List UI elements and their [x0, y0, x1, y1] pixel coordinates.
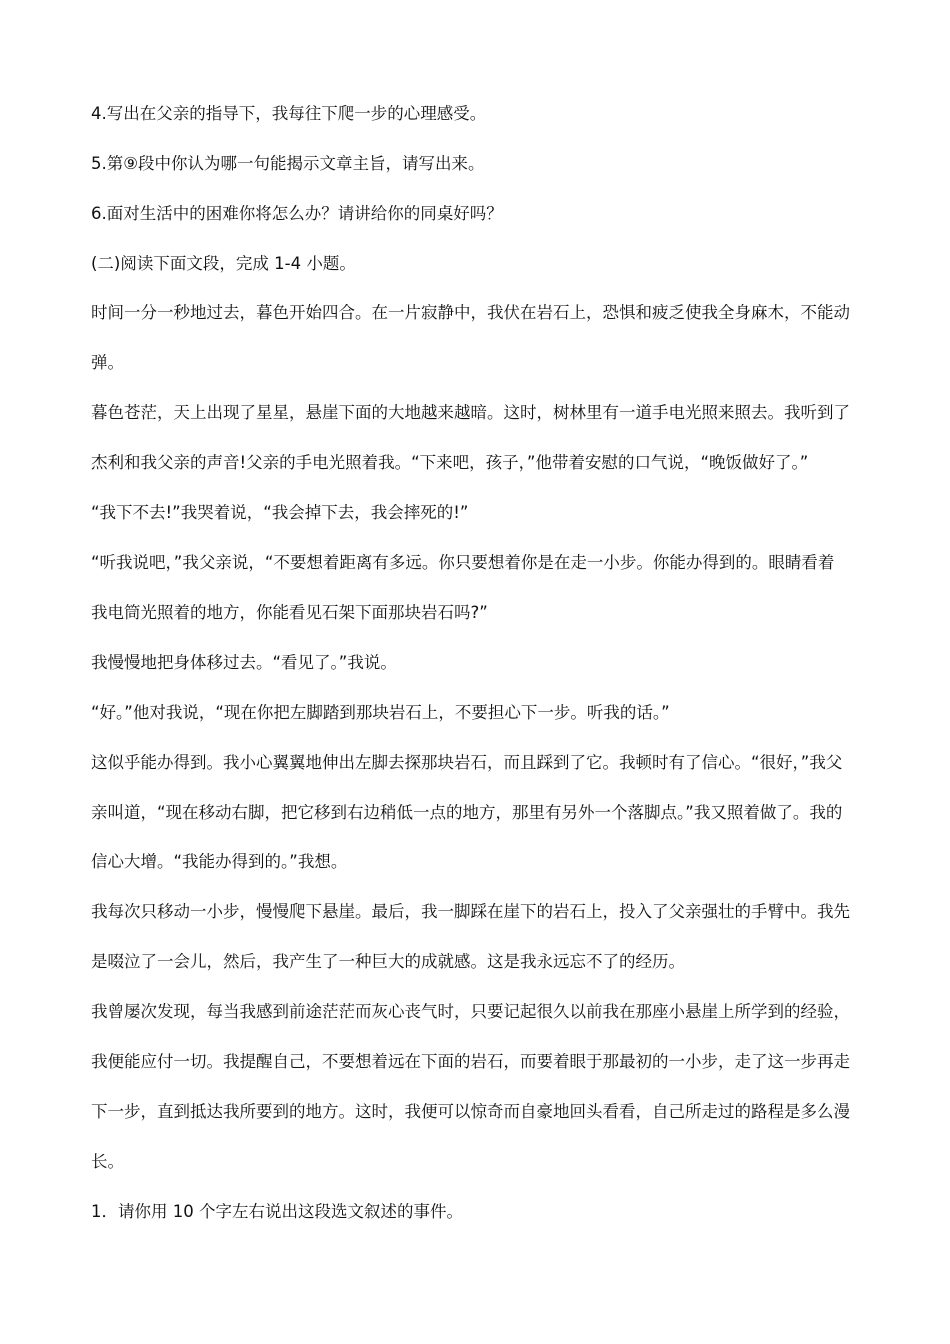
passage-line: 弹。	[91, 353, 124, 372]
passage-line: 我慢慢地把身体移过去。“看见了。”我说。	[91, 653, 397, 672]
passage-line: 时间一分一秒地过去，暮色开始四合。在一片寂静中，我伏在岩石上，恐惧和疲乏使我全身麻木，不能动	[91, 303, 850, 322]
passage-line: “听我说吧，”我父亲说，“不要想着距离有多远。你只要想着你是在走一小步。你能办得到的。眼睛看着	[91, 553, 835, 572]
passage-line: “好。”他对我说，“现在你把左脚踏到那块岩石上，不要担心下一步。听我的话。”	[91, 703, 670, 722]
passage-line: 杰利和我父亲的声音!父亲的手电光照着我。“下来吧，孩子，”他带着安慰的口气说，“晚饭做好了。”	[91, 453, 809, 472]
question-5: 5.第⑨段中你认为哪一句能揭示文章主旨，请写出来。	[91, 154, 485, 173]
passage-line: 亲叫道，“现在移动右脚，把它移到右边稍低一点的地方，那里有另外一个落脚点。”我又照着做了。我的	[91, 803, 843, 822]
passage-line: 我每次只移动一小步，慢慢爬下悬崖。最后，我一脚踩在崖下的岩石上，投入了父亲强壮的手臂中。我先	[91, 902, 850, 921]
passage-line: 是啜泣了一会儿，然后，我产生了一种巨大的成就感。这是我永远忘不了的经历。	[91, 952, 685, 971]
passage-line: “我下不去!”我哭着说，“我会掉下去，我会摔死的!”	[91, 503, 469, 522]
passage-line: 这似乎能办得到。我小心翼翼地伸出左脚去探那块岩石，而且踩到了它。我顿时有了信心。“很好，”我父	[91, 753, 843, 772]
passage-line: 下一步，直到抵达我所要到的地方。这时，我便可以惊奇而自豪地回头看看，自己所走过的路程是多么漫	[91, 1102, 850, 1121]
passage-line: 我便能应付一切。我提醒自己，不要想着远在下面的岩石，而要着眼于那最初的一小步，走了这一步再走	[91, 1052, 850, 1071]
passage-line: 长。	[91, 1152, 124, 1171]
question-1: 1．请你用 10 个字左右说出这段选文叙述的事件。	[91, 1202, 463, 1221]
section-heading: (二)阅读下面文段，完成 1-4 小题。	[91, 254, 356, 273]
passage-line: 信心大增。“我能办得到的。”我想。	[91, 852, 348, 871]
passage-line: 暮色苍茫，天上出现了星星，悬崖下面的大地越来越暗。这时，树林里有一道手电光照来照去。我听到了	[91, 403, 850, 422]
question-4: 4.写出在父亲的指导下，我每往下爬一步的心理感受。	[91, 104, 487, 123]
passage-line: 我曾屡次发现，每当我感到前途茫茫而灰心丧气时，只要记起很久以前我在那座小悬崖上所学到的经验，	[91, 1002, 850, 1021]
passage-line: 我电筒光照着的地方，你能看见石架下面那块岩石吗?”	[91, 603, 488, 622]
question-6: 6.面对生活中的困难你将怎么办？请讲给你的同桌好吗？	[91, 204, 503, 223]
